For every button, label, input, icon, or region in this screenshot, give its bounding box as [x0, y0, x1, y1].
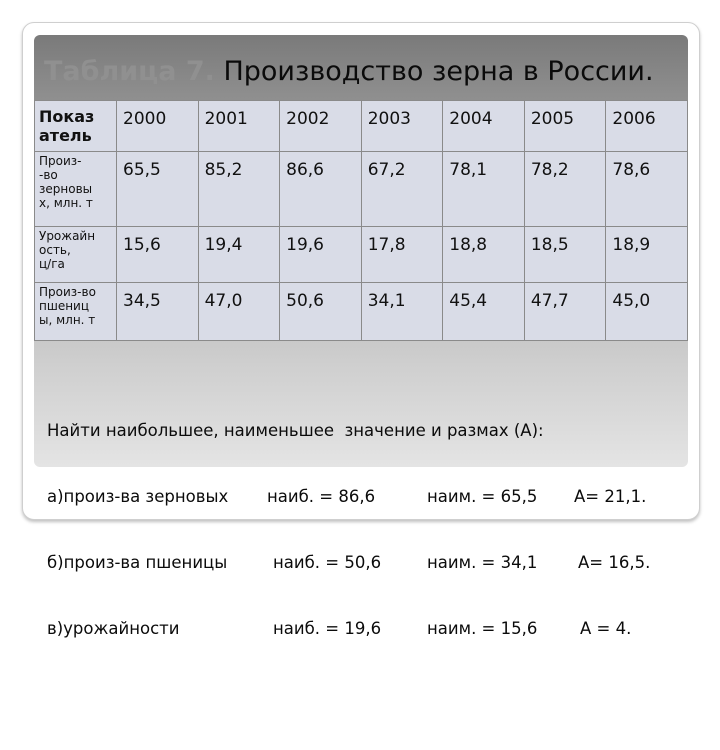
task-item-name: а)произ-ва зерновых: [47, 487, 229, 506]
task-item-min: наим. = 15,6: [427, 619, 538, 638]
year-header: 2003: [361, 101, 443, 152]
table-cell: 19,6: [280, 227, 362, 283]
row-label-line: ость,: [39, 243, 71, 257]
task-notes: [47, 376, 687, 662]
table-number-label: Таблица 7.: [44, 56, 215, 87]
task-item-name: в)урожайности: [47, 619, 180, 638]
row-label-line: Произ-: [39, 154, 82, 168]
year-header: 2001: [198, 101, 280, 152]
title-text: Производство зерна в России.: [223, 56, 654, 87]
table-row-wheat: [35, 283, 688, 341]
table-row-yield: [35, 227, 688, 283]
row-label-line: зерновы: [39, 182, 93, 196]
year-header: 2005: [524, 101, 606, 152]
slide-title: [44, 54, 684, 94]
table-cell: 78,6: [606, 152, 688, 227]
table-cell: 67,2: [361, 152, 443, 227]
year-header: 2006: [606, 101, 688, 152]
year-header: 2002: [280, 101, 362, 152]
grain-production-table: [34, 100, 688, 341]
table-cell: 45,4: [443, 283, 525, 341]
task-item-range: А= 16,5.: [578, 553, 651, 572]
task-item-min: наим. = 65,5: [427, 487, 538, 506]
table-cell: 15,6: [117, 227, 199, 283]
task-item-range: А = 4.: [580, 619, 632, 638]
task-item-range: А= 21,1.: [574, 487, 647, 506]
table-cell: 85,2: [198, 152, 280, 227]
task-item-max: наиб. = 86,6: [267, 487, 376, 506]
table-cell: 47,0: [198, 283, 280, 341]
table-cell: 78,2: [524, 152, 606, 227]
table-cell: 18,8: [443, 227, 525, 283]
table-cell: 34,5: [117, 283, 199, 341]
table-row-grain: [35, 152, 688, 227]
table-cell: 18,5: [524, 227, 606, 283]
table-cell: 18,9: [606, 227, 688, 283]
task-item-max: наиб. = 19,6: [273, 619, 382, 638]
row-label-line: Произ-во: [39, 285, 96, 299]
table-cell: 86,6: [280, 152, 362, 227]
row-label-line: ц/га: [39, 257, 65, 271]
table-cell: 50,6: [280, 283, 362, 341]
row-label-line: х, млн. т: [39, 196, 93, 210]
task-intro-text: Найти наибольшее, наименьшее значение и размах (А):: [47, 421, 544, 440]
table-cell: 47,7: [524, 283, 606, 341]
year-header: 2000: [117, 101, 199, 152]
row-label: [35, 227, 117, 283]
row-label-line: пшениц: [39, 299, 90, 313]
task-item-yield: [47, 618, 687, 640]
table-cell: 19,4: [198, 227, 280, 283]
table-cell: 17,8: [361, 227, 443, 283]
table-cell: 34,1: [361, 283, 443, 341]
task-intro: [47, 420, 687, 442]
row-label-line: ы, млн. т: [39, 313, 96, 327]
table-header-row: [35, 101, 688, 152]
table-cell: 45,0: [606, 283, 688, 341]
task-item-grain: [47, 486, 687, 508]
task-item-wheat: [47, 552, 687, 574]
table-cell: 78,1: [443, 152, 525, 227]
row-label: [35, 152, 117, 227]
row-label-line: -во: [39, 168, 58, 182]
row-label: [35, 283, 117, 341]
table-cell: 65,5: [117, 152, 199, 227]
year-header: 2004: [443, 101, 525, 152]
task-item-min: наим. = 34,1: [427, 553, 538, 572]
indicator-header: Показ атель: [35, 101, 117, 152]
task-item-max: наиб. = 50,6: [273, 553, 382, 572]
row-label-line: Урожайн: [39, 229, 96, 243]
task-item-name: б)произ-ва пшеницы: [47, 553, 228, 572]
